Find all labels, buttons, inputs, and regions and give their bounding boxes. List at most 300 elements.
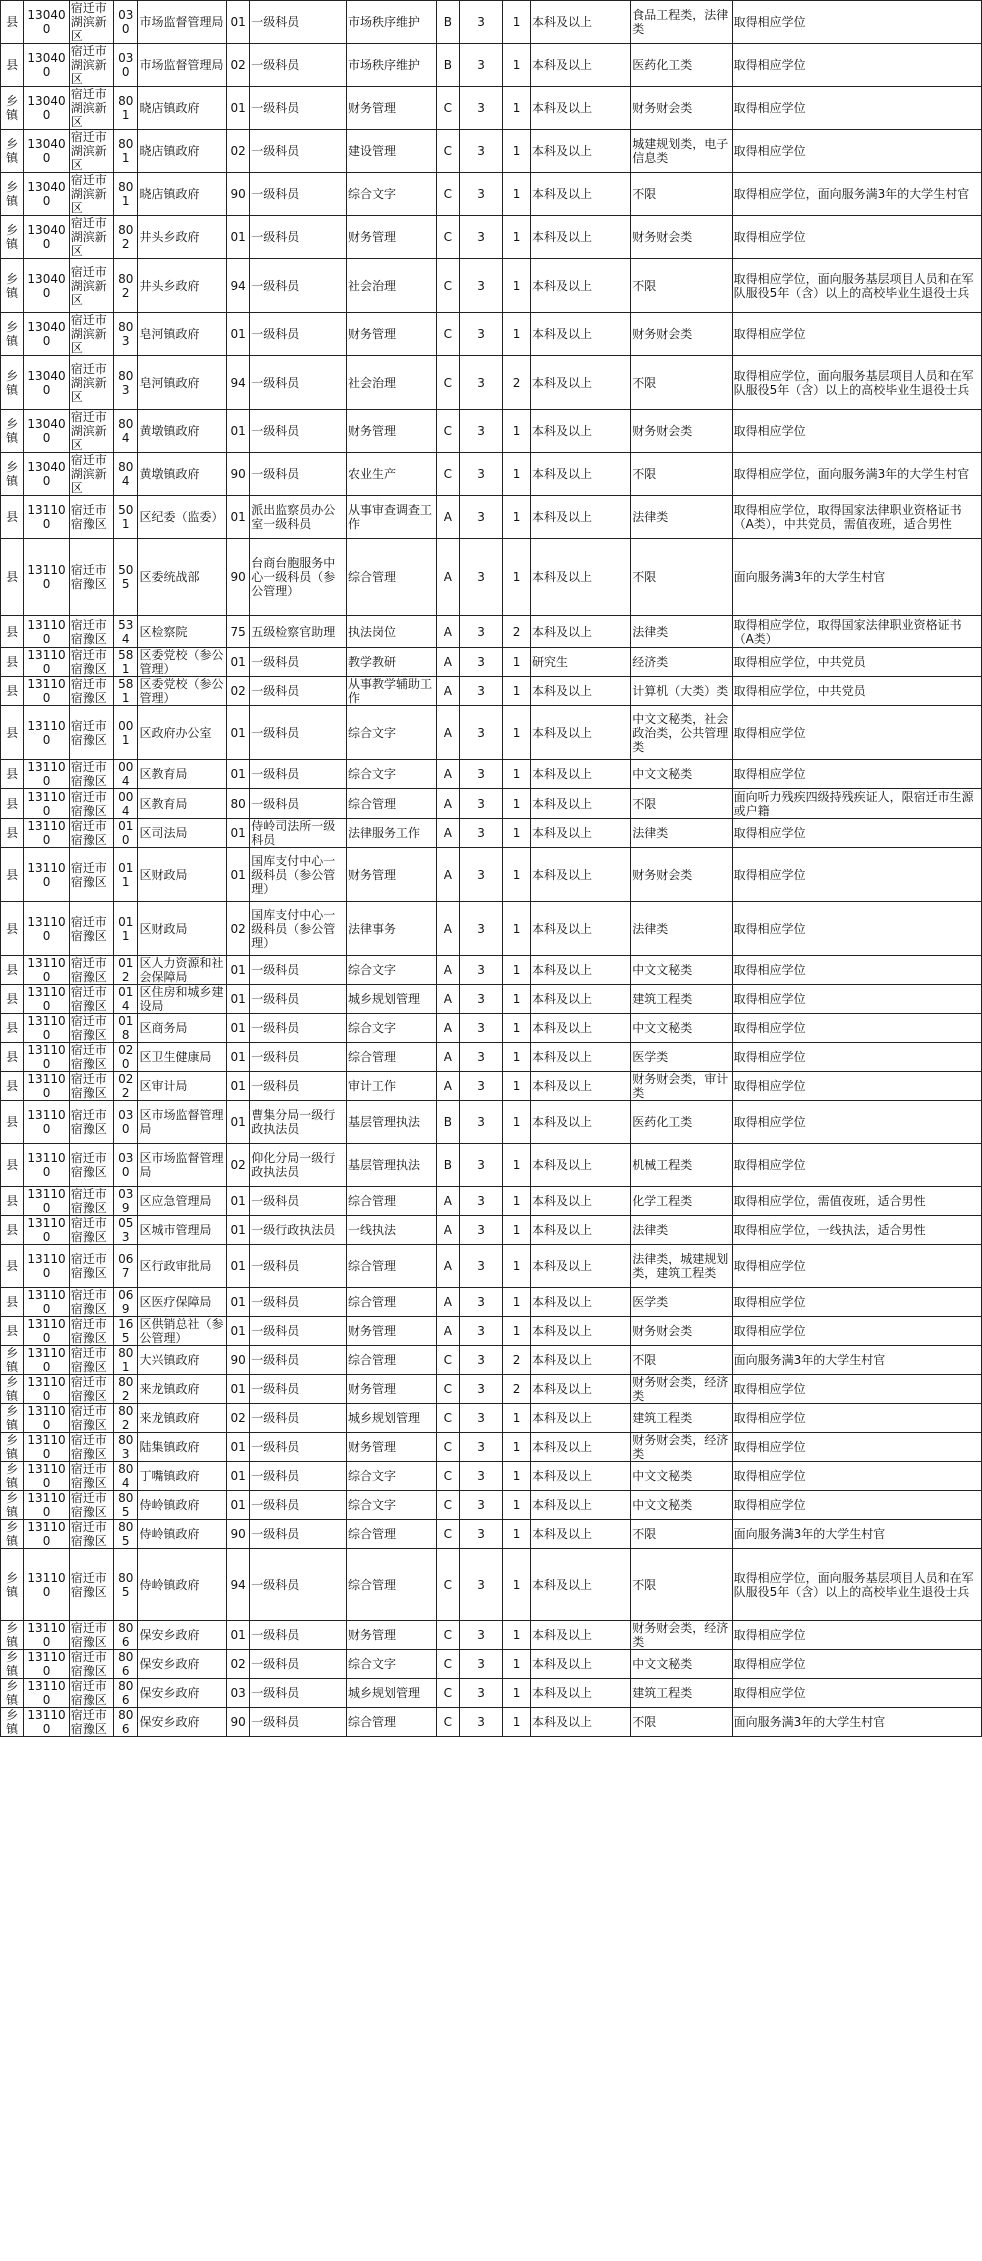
cell-post-desc: 财务管理 <box>346 1433 436 1462</box>
cell-level: 县 <box>1 1216 24 1245</box>
cell-ratio: 3 <box>459 1346 502 1375</box>
table-row <box>1 87 982 130</box>
cell-post-name: 国库支付中心一级科员（参公管理） <box>250 848 347 902</box>
cell-org-code: 130400 <box>24 87 69 130</box>
cell-dept-code: 805 <box>114 1520 138 1549</box>
cell-major: 不限 <box>631 1549 732 1621</box>
cell-employer: 侍岭镇政府 <box>138 1549 227 1621</box>
table-row <box>1 130 982 173</box>
cell-org-name: 宿迁市宿豫区 <box>69 706 113 760</box>
cell-post-name: 一级科员 <box>250 130 347 173</box>
cell-post-name: 一级科员 <box>250 1375 347 1404</box>
cell-education: 本科及以上 <box>531 1317 631 1346</box>
cell-dept-code: 802 <box>114 216 138 259</box>
cell-post-code: 94 <box>226 1549 249 1621</box>
cell-ratio: 3 <box>459 1043 502 1072</box>
cell-major: 财务财会类，审计类 <box>631 1072 732 1101</box>
cell-conditions: 取得相应学位 <box>732 760 981 789</box>
cell-org-code: 131100 <box>24 956 69 985</box>
cell-level: 县 <box>1 848 24 902</box>
cell-org-name: 宿迁市湖滨新区 <box>69 87 113 130</box>
cell-conditions: 面向服务满3年的大学生村官 <box>732 1708 981 1737</box>
cell-quota: 1 <box>503 1317 531 1346</box>
cell-exam-type: C <box>436 1650 459 1679</box>
cell-conditions: 取得相应学位，中共党员 <box>732 677 981 706</box>
cell-post-desc: 市场秩序维护 <box>346 1 436 44</box>
cell-org-name: 宿迁市湖滨新区 <box>69 44 113 87</box>
cell-ratio: 3 <box>459 1375 502 1404</box>
cell-education: 本科及以上 <box>531 496 631 539</box>
cell-quota: 1 <box>503 496 531 539</box>
cell-conditions: 面向服务满3年的大学生村官 <box>732 1346 981 1375</box>
cell-post-name: 一级科员 <box>250 410 347 453</box>
cell-org-name: 宿迁市宿豫区 <box>69 1144 113 1187</box>
cell-post-code: 01 <box>226 1101 249 1144</box>
cell-post-code: 01 <box>226 1014 249 1043</box>
cell-exam-type: C <box>436 1433 459 1462</box>
cell-level: 乡镇 <box>1 1621 24 1650</box>
cell-quota: 1 <box>503 1462 531 1491</box>
cell-post-name: 一级科员 <box>250 1245 347 1288</box>
cell-org-code: 131100 <box>24 760 69 789</box>
cell-org-code: 131100 <box>24 848 69 902</box>
cell-quota: 1 <box>503 956 531 985</box>
cell-level: 乡镇 <box>1 1462 24 1491</box>
cell-ratio: 3 <box>459 1317 502 1346</box>
cell-post-name: 一级科员 <box>250 677 347 706</box>
cell-post-name: 一级科员 <box>250 789 347 819</box>
cell-org-code: 131100 <box>24 1014 69 1043</box>
cell-ratio: 3 <box>459 313 502 356</box>
cell-org-name: 宿迁市宿豫区 <box>69 1014 113 1043</box>
cell-employer: 区财政局 <box>138 848 227 902</box>
cell-conditions: 取得相应学位 <box>732 216 981 259</box>
cell-org-name: 宿迁市宿豫区 <box>69 1043 113 1072</box>
cell-employer: 区财政局 <box>138 902 227 956</box>
table-row <box>1 1072 982 1101</box>
cell-major: 财务财会类 <box>631 216 732 259</box>
table-row <box>1 1101 982 1144</box>
cell-org-code: 131100 <box>24 1144 69 1187</box>
table-row <box>1 1317 982 1346</box>
cell-post-desc: 基层管理执法 <box>346 1144 436 1187</box>
cell-org-code: 131100 <box>24 677 69 706</box>
table-row <box>1 1520 982 1549</box>
cell-post-name: 一级科员 <box>250 706 347 760</box>
cell-post-name: 一级科员 <box>250 648 347 677</box>
cell-ratio: 3 <box>459 44 502 87</box>
cell-major: 财务财会类 <box>631 848 732 902</box>
table-row <box>1 1014 982 1043</box>
cell-major: 医药化工类 <box>631 44 732 87</box>
cell-quota: 1 <box>503 1245 531 1288</box>
cell-education: 本科及以上 <box>531 760 631 789</box>
cell-ratio: 3 <box>459 706 502 760</box>
cell-education: 本科及以上 <box>531 819 631 848</box>
cell-post-desc: 一线执法 <box>346 1216 436 1245</box>
cell-post-code: 75 <box>226 616 249 648</box>
cell-quota: 1 <box>503 1072 531 1101</box>
cell-conditions: 取得相应学位 <box>732 1317 981 1346</box>
cell-exam-type: C <box>436 259 459 313</box>
cell-post-code: 80 <box>226 789 249 819</box>
cell-education: 本科及以上 <box>531 1043 631 1072</box>
cell-quota: 2 <box>503 356 531 410</box>
cell-ratio: 3 <box>459 496 502 539</box>
cell-dept-code: 001 <box>114 706 138 760</box>
cell-major: 不限 <box>631 1520 732 1549</box>
cell-ratio: 3 <box>459 677 502 706</box>
cell-education: 本科及以上 <box>531 259 631 313</box>
cell-dept-code: 803 <box>114 313 138 356</box>
cell-conditions: 取得相应学位 <box>732 313 981 356</box>
cell-org-code: 130400 <box>24 130 69 173</box>
cell-post-name: 一级科员 <box>250 259 347 313</box>
cell-org-code: 131100 <box>24 1462 69 1491</box>
cell-employer: 区政府办公室 <box>138 706 227 760</box>
cell-conditions: 取得相应学位，中共党员 <box>732 648 981 677</box>
cell-conditions: 取得相应学位，面向服务基层项目人员和在军队服役5年（含）以上的高校毕业生退役士兵 <box>732 259 981 313</box>
cell-conditions: 面向服务满3年的大学生村官 <box>732 539 981 616</box>
cell-conditions: 取得相应学位 <box>732 1101 981 1144</box>
cell-education: 本科及以上 <box>531 130 631 173</box>
cell-org-code: 130400 <box>24 216 69 259</box>
cell-org-code: 131100 <box>24 706 69 760</box>
table-row <box>1 956 982 985</box>
cell-dept-code: 501 <box>114 496 138 539</box>
cell-major: 财务财会类，经济类 <box>631 1375 732 1404</box>
table-row <box>1 1708 982 1737</box>
cell-post-desc: 综合文字 <box>346 956 436 985</box>
cell-dept-code: 165 <box>114 1317 138 1346</box>
cell-post-name: 一级科员 <box>250 1043 347 1072</box>
cell-level: 县 <box>1 616 24 648</box>
cell-conditions: 取得相应学位 <box>732 1043 981 1072</box>
cell-employer: 丁嘴镇政府 <box>138 1462 227 1491</box>
cell-conditions: 取得相应学位 <box>732 1 981 44</box>
cell-post-name: 一级科员 <box>250 1621 347 1650</box>
cell-post-name: 曹集分局一级行政执法员 <box>250 1101 347 1144</box>
table-row <box>1 1491 982 1520</box>
cell-quota: 1 <box>503 1679 531 1708</box>
cell-quota: 1 <box>503 648 531 677</box>
cell-conditions: 取得相应学位 <box>732 1621 981 1650</box>
cell-conditions: 取得相应学位 <box>732 1072 981 1101</box>
cell-major: 不限 <box>631 539 732 616</box>
cell-education: 本科及以上 <box>531 706 631 760</box>
cell-org-name: 宿迁市宿豫区 <box>69 1072 113 1101</box>
cell-org-code: 130400 <box>24 313 69 356</box>
cell-dept-code: 534 <box>114 616 138 648</box>
cell-level: 县 <box>1 1245 24 1288</box>
cell-conditions: 取得相应学位，取得国家法律职业资格证书（A类），中共党员，需值夜班，适合男性 <box>732 496 981 539</box>
cell-exam-type: C <box>436 1520 459 1549</box>
cell-org-code: 131100 <box>24 1549 69 1621</box>
cell-post-desc: 从事教学辅助工作 <box>346 677 436 706</box>
cell-major: 不限 <box>631 1708 732 1737</box>
cell-education: 本科及以上 <box>531 616 631 648</box>
cell-post-code: 02 <box>226 44 249 87</box>
cell-education: 本科及以上 <box>531 1187 631 1216</box>
cell-conditions: 取得相应学位 <box>732 1491 981 1520</box>
cell-post-code: 90 <box>226 1346 249 1375</box>
table-row <box>1 44 982 87</box>
cell-dept-code: 801 <box>114 87 138 130</box>
cell-exam-type: C <box>436 1491 459 1520</box>
cell-exam-type: C <box>436 410 459 453</box>
cell-ratio: 3 <box>459 130 502 173</box>
cell-conditions: 取得相应学位 <box>732 902 981 956</box>
cell-org-code: 130400 <box>24 173 69 216</box>
cell-post-name: 一级科员 <box>250 453 347 496</box>
cell-ratio: 3 <box>459 1404 502 1433</box>
cell-dept-code: 012 <box>114 956 138 985</box>
cell-post-desc: 基层管理执法 <box>346 1101 436 1144</box>
cell-dept-code: 053 <box>114 1216 138 1245</box>
cell-education: 本科及以上 <box>531 1375 631 1404</box>
cell-level: 县 <box>1 1187 24 1216</box>
cell-post-name: 一级科员 <box>250 216 347 259</box>
cell-level: 县 <box>1 760 24 789</box>
table-row <box>1 1650 982 1679</box>
cell-post-code: 94 <box>226 356 249 410</box>
cell-post-desc: 财务管理 <box>346 1621 436 1650</box>
cell-exam-type: A <box>436 1187 459 1216</box>
cell-post-code: 01 <box>226 956 249 985</box>
cell-employer: 区委党校（参公管理） <box>138 677 227 706</box>
cell-org-code: 131100 <box>24 496 69 539</box>
cell-exam-type: A <box>436 1043 459 1072</box>
cell-quota: 1 <box>503 848 531 902</box>
cell-employer: 区行政审批局 <box>138 1245 227 1288</box>
cell-org-code: 131100 <box>24 819 69 848</box>
cell-post-desc: 综合文字 <box>346 1462 436 1491</box>
cell-exam-type: A <box>436 706 459 760</box>
cell-education: 本科及以上 <box>531 789 631 819</box>
table-row <box>1 1346 982 1375</box>
cell-employer: 保安乡政府 <box>138 1679 227 1708</box>
cell-major: 经济类 <box>631 648 732 677</box>
cell-dept-code: 803 <box>114 356 138 410</box>
cell-ratio: 3 <box>459 848 502 902</box>
cell-post-name: 一级科员 <box>250 1014 347 1043</box>
cell-education: 本科及以上 <box>531 1101 631 1144</box>
cell-employer: 来龙镇政府 <box>138 1375 227 1404</box>
cell-org-name: 宿迁市宿豫区 <box>69 496 113 539</box>
cell-org-name: 宿迁市湖滨新区 <box>69 173 113 216</box>
table-row <box>1 1549 982 1621</box>
cell-conditions: 取得相应学位 <box>732 1245 981 1288</box>
cell-major: 建筑工程类 <box>631 1404 732 1433</box>
cell-ratio: 3 <box>459 902 502 956</box>
cell-employer: 市场监督管理局 <box>138 1 227 44</box>
cell-level: 乡镇 <box>1 87 24 130</box>
cell-dept-code: 004 <box>114 760 138 789</box>
cell-employer: 区委统战部 <box>138 539 227 616</box>
cell-dept-code: 806 <box>114 1708 138 1737</box>
cell-exam-type: B <box>436 1101 459 1144</box>
cell-conditions: 取得相应学位 <box>732 44 981 87</box>
cell-post-code: 90 <box>226 1708 249 1737</box>
cell-quota: 1 <box>503 410 531 453</box>
cell-level: 乡镇 <box>1 1346 24 1375</box>
cell-dept-code: 010 <box>114 819 138 848</box>
cell-dept-code: 011 <box>114 902 138 956</box>
cell-major: 财务财会类 <box>631 87 732 130</box>
cell-post-desc: 城乡规划管理 <box>346 1679 436 1708</box>
cell-conditions: 取得相应学位 <box>732 1679 981 1708</box>
cell-level: 乡镇 <box>1 216 24 259</box>
cell-conditions: 取得相应学位，取得国家法律职业资格证书（A类） <box>732 616 981 648</box>
cell-quota: 1 <box>503 1043 531 1072</box>
cell-post-name: 仰化分局一级行政执法员 <box>250 1144 347 1187</box>
cell-post-desc: 建设管理 <box>346 130 436 173</box>
cell-quota: 2 <box>503 616 531 648</box>
cell-post-name: 一级科员 <box>250 1288 347 1317</box>
cell-level: 乡镇 <box>1 1520 24 1549</box>
cell-org-name: 宿迁市宿豫区 <box>69 1187 113 1216</box>
cell-org-name: 宿迁市宿豫区 <box>69 956 113 985</box>
cell-major: 法律类，城建规划类，建筑工程类 <box>631 1245 732 1288</box>
cell-post-code: 02 <box>226 1404 249 1433</box>
cell-org-name: 宿迁市湖滨新区 <box>69 356 113 410</box>
cell-org-name: 宿迁市宿豫区 <box>69 760 113 789</box>
cell-employer: 区市场监督管理局 <box>138 1144 227 1187</box>
cell-conditions: 取得相应学位 <box>732 706 981 760</box>
table-row <box>1 1 982 44</box>
cell-dept-code: 806 <box>114 1650 138 1679</box>
cell-conditions: 取得相应学位，面向服务基层项目人员和在军队服役5年（含）以上的高校毕业生退役士兵 <box>732 356 981 410</box>
cell-org-name: 宿迁市宿豫区 <box>69 616 113 648</box>
cell-level: 县 <box>1 496 24 539</box>
cell-employer: 保安乡政府 <box>138 1708 227 1737</box>
cell-post-code: 90 <box>226 539 249 616</box>
cell-dept-code: 020 <box>114 1043 138 1072</box>
cell-post-desc: 综合管理 <box>346 1288 436 1317</box>
cell-post-desc: 综合文字 <box>346 1014 436 1043</box>
cell-post-code: 01 <box>226 216 249 259</box>
cell-post-desc: 综合管理 <box>346 1245 436 1288</box>
cell-exam-type: A <box>436 819 459 848</box>
cell-education: 本科及以上 <box>531 1346 631 1375</box>
cell-employer: 区应急管理局 <box>138 1187 227 1216</box>
cell-post-desc: 社会治理 <box>346 259 436 313</box>
cell-employer: 区卫生健康局 <box>138 1043 227 1072</box>
cell-post-name: 一级科员 <box>250 313 347 356</box>
cell-level: 县 <box>1 819 24 848</box>
cell-level: 乡镇 <box>1 1549 24 1621</box>
cell-employer: 区司法局 <box>138 819 227 848</box>
cell-quota: 1 <box>503 760 531 789</box>
cell-major: 法律类 <box>631 902 732 956</box>
cell-employer: 晓店镇政府 <box>138 87 227 130</box>
cell-org-name: 宿迁市宿豫区 <box>69 1549 113 1621</box>
cell-education: 本科及以上 <box>531 453 631 496</box>
cell-org-code: 130400 <box>24 259 69 313</box>
cell-education: 本科及以上 <box>531 87 631 130</box>
cell-ratio: 3 <box>459 1288 502 1317</box>
table-row <box>1 496 982 539</box>
cell-org-code: 131100 <box>24 1288 69 1317</box>
table-row <box>1 1462 982 1491</box>
cell-major: 中文文秘类 <box>631 1014 732 1043</box>
cell-employer: 来龙镇政府 <box>138 1404 227 1433</box>
cell-org-name: 宿迁市宿豫区 <box>69 1245 113 1288</box>
cell-dept-code: 011 <box>114 848 138 902</box>
table-row <box>1 173 982 216</box>
cell-post-desc: 从事审查调查工作 <box>346 496 436 539</box>
cell-org-name: 宿迁市宿豫区 <box>69 677 113 706</box>
cell-quota: 1 <box>503 1520 531 1549</box>
cell-post-desc: 农业生产 <box>346 453 436 496</box>
cell-dept-code: 581 <box>114 677 138 706</box>
cell-post-name: 一级科员 <box>250 1404 347 1433</box>
cell-education: 本科及以上 <box>531 44 631 87</box>
cell-level: 县 <box>1 1072 24 1101</box>
cell-education: 本科及以上 <box>531 1549 631 1621</box>
cell-org-name: 宿迁市宿豫区 <box>69 985 113 1014</box>
cell-post-code: 02 <box>226 1144 249 1187</box>
cell-employer: 晓店镇政府 <box>138 173 227 216</box>
cell-quota: 1 <box>503 1216 531 1245</box>
cell-ratio: 3 <box>459 616 502 648</box>
cell-employer: 保安乡政府 <box>138 1650 227 1679</box>
cell-post-name: 一级科员 <box>250 1491 347 1520</box>
cell-major: 中文文秘类 <box>631 1650 732 1679</box>
cell-level: 县 <box>1 1317 24 1346</box>
cell-exam-type: C <box>436 87 459 130</box>
cell-org-name: 宿迁市湖滨新区 <box>69 1 113 44</box>
cell-dept-code: 030 <box>114 1101 138 1144</box>
cell-org-name: 宿迁市宿豫区 <box>69 1621 113 1650</box>
cell-post-desc: 综合管理 <box>346 1187 436 1216</box>
table-row <box>1 1043 982 1072</box>
cell-org-name: 宿迁市宿豫区 <box>69 789 113 819</box>
table-row <box>1 1679 982 1708</box>
cell-post-desc: 审计工作 <box>346 1072 436 1101</box>
cell-org-name: 宿迁市宿豫区 <box>69 648 113 677</box>
cell-org-name: 宿迁市湖滨新区 <box>69 130 113 173</box>
table-row <box>1 1288 982 1317</box>
cell-major: 不限 <box>631 789 732 819</box>
cell-conditions: 取得相应学位，面向服务基层项目人员和在军队服役5年（含）以上的高校毕业生退役士兵 <box>732 1549 981 1621</box>
cell-post-name: 一级科员 <box>250 173 347 216</box>
cell-exam-type: A <box>436 539 459 616</box>
cell-education: 本科及以上 <box>531 1288 631 1317</box>
cell-education: 本科及以上 <box>531 313 631 356</box>
cell-education: 本科及以上 <box>531 216 631 259</box>
cell-org-code: 131100 <box>24 539 69 616</box>
cell-ratio: 3 <box>459 819 502 848</box>
cell-conditions: 取得相应学位 <box>732 1014 981 1043</box>
cell-post-desc: 综合文字 <box>346 173 436 216</box>
cell-post-desc: 综合管理 <box>346 1043 436 1072</box>
table-row <box>1 1187 982 1216</box>
cell-exam-type: C <box>436 453 459 496</box>
table-row <box>1 616 982 648</box>
cell-dept-code: 014 <box>114 985 138 1014</box>
cell-org-name: 宿迁市宿豫区 <box>69 1404 113 1433</box>
cell-post-name: 一级科员 <box>250 1317 347 1346</box>
cell-level: 县 <box>1 789 24 819</box>
cell-conditions: 取得相应学位 <box>732 956 981 985</box>
cell-employer: 区纪委（监委） <box>138 496 227 539</box>
cell-org-code: 131100 <box>24 902 69 956</box>
cell-post-desc: 综合管理 <box>346 789 436 819</box>
cell-ratio: 3 <box>459 789 502 819</box>
cell-org-name: 宿迁市宿豫区 <box>69 1679 113 1708</box>
cell-education: 本科及以上 <box>531 1 631 44</box>
